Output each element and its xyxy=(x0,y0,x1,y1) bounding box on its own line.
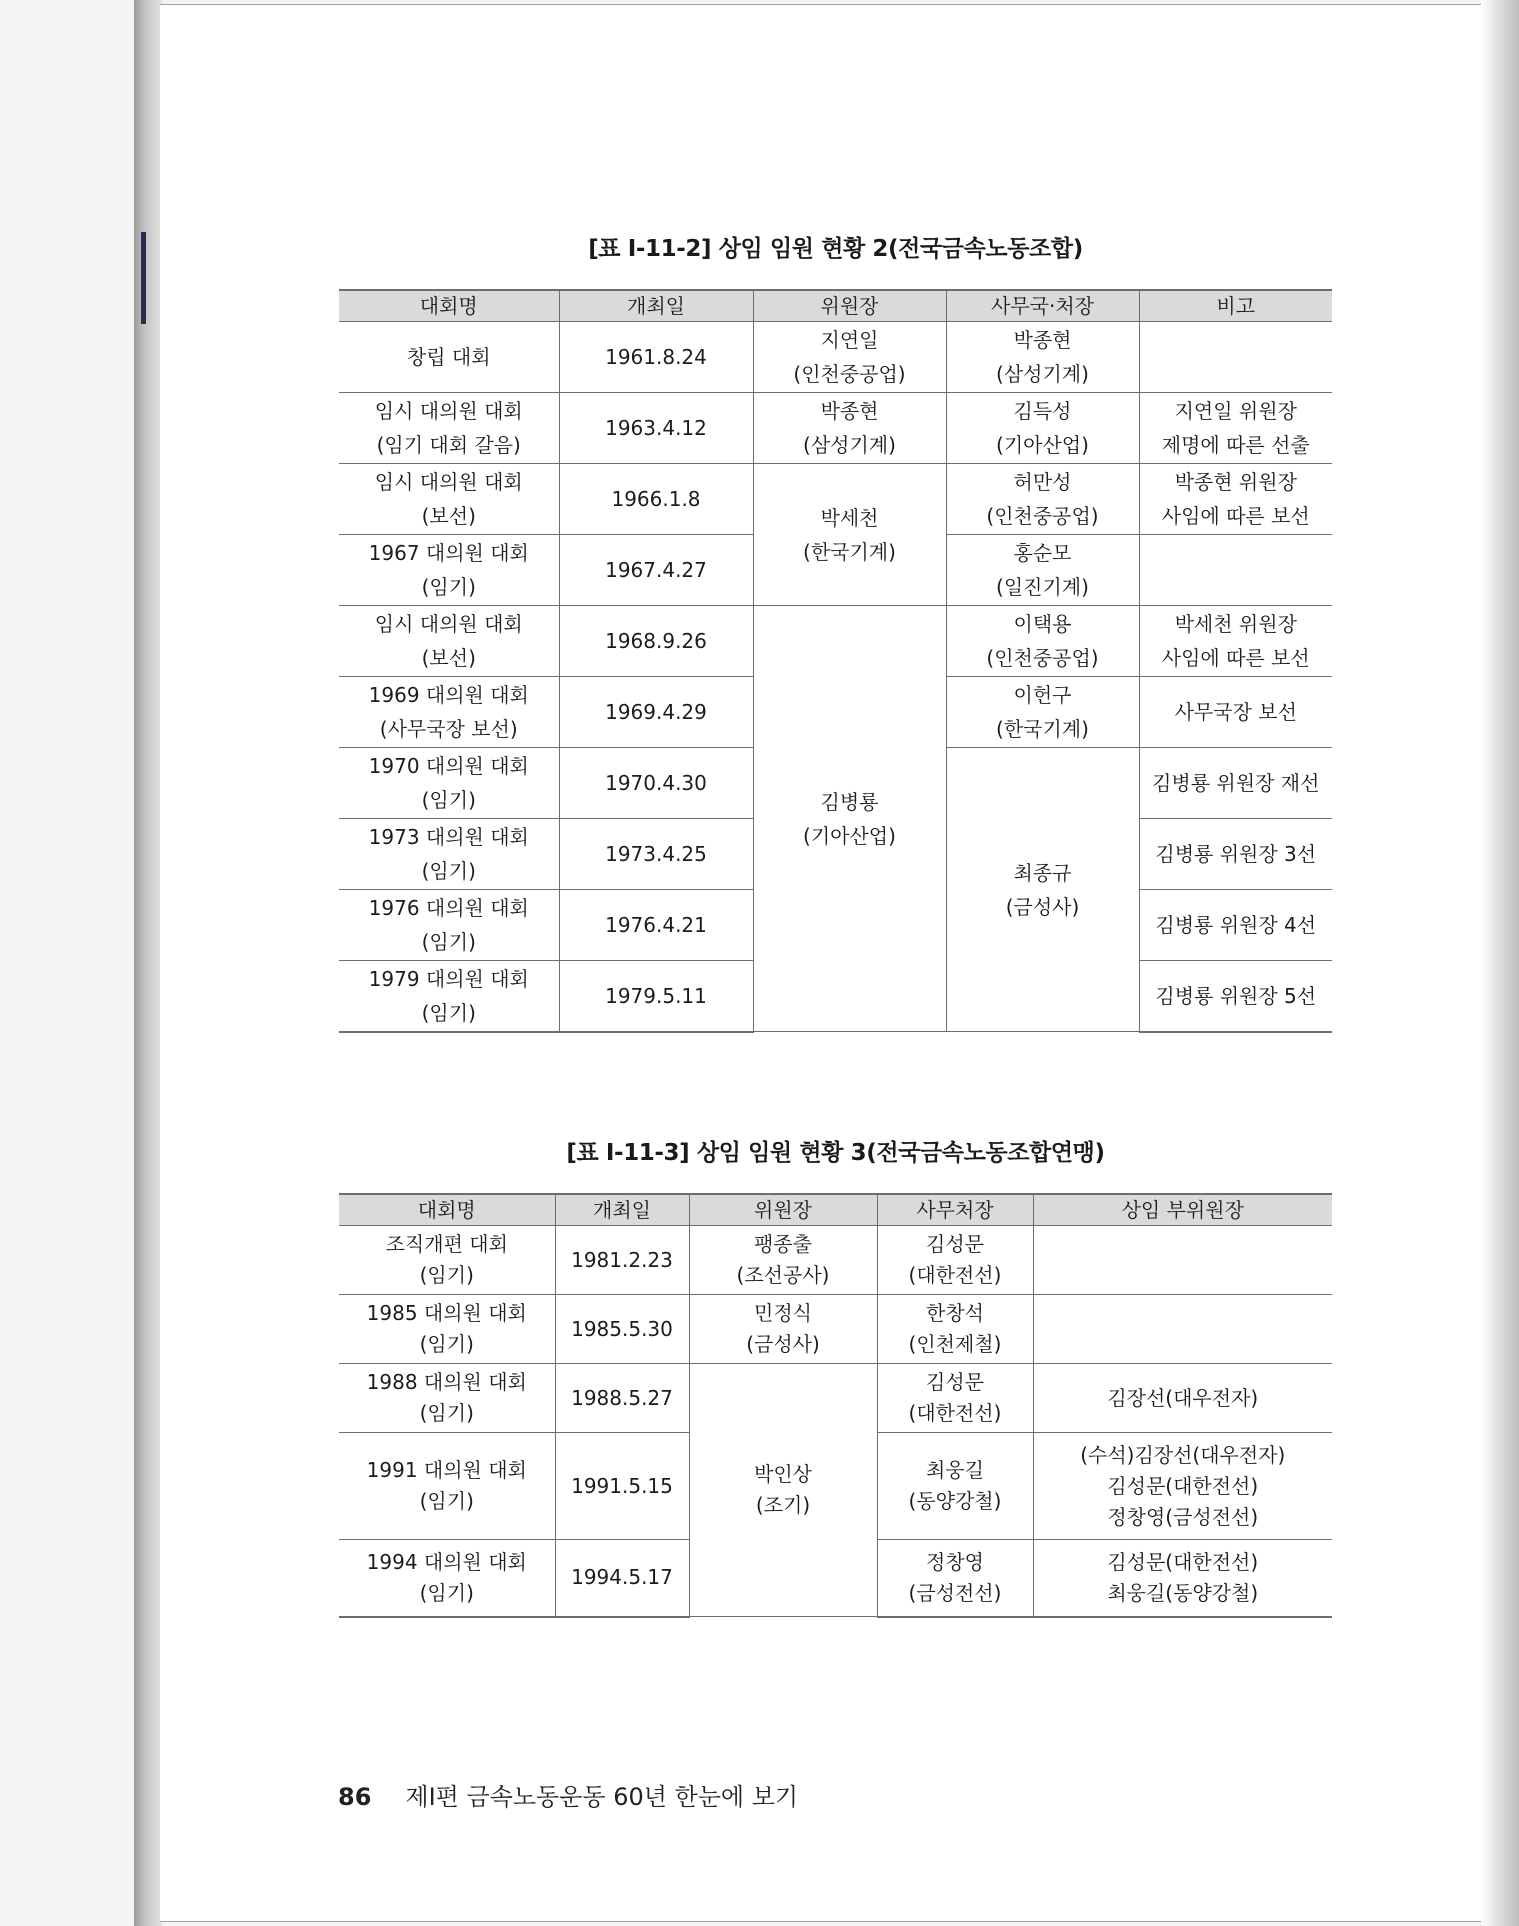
section-title: 제Ⅰ편 금속노동운동 60년 한눈에 보기 xyxy=(405,1783,799,1811)
note-cell: 지연일 위원장 제명에 따른 선출 xyxy=(1139,393,1332,464)
convention-name-cell: 1979 대의원 대회 (임기) xyxy=(339,961,559,1032)
secretary-cell: 홍순모 (일진기계) xyxy=(946,535,1139,606)
note-cell xyxy=(1139,535,1332,606)
convention-name-cell: 1991 대의원 대회 (임기) xyxy=(339,1433,555,1540)
convention-name-cell: 1967 대의원 대회 (임기) xyxy=(339,535,559,606)
secretary-cell: 김성문 (대한전선) xyxy=(877,1364,1033,1433)
secretary-cell: 정창영 (금성전선) xyxy=(877,1540,1033,1617)
convention-name-cell: 임시 대의원 대회 (보선) xyxy=(339,606,559,677)
secretary-cell: 최종규 (금성사) xyxy=(946,748,1139,1032)
page-edge-left xyxy=(134,0,162,1926)
date-cell: 1967.4.27 xyxy=(559,535,753,606)
date-cell: 1976.4.21 xyxy=(559,890,753,961)
convention-name-cell: 1976 대의원 대회 (임기) xyxy=(339,890,559,961)
convention-name-cell: 임시 대의원 대회 (임기 대회 갈음) xyxy=(339,393,559,464)
binding-mark xyxy=(141,232,146,324)
date-cell: 1981.2.23 xyxy=(555,1226,689,1295)
note-cell: 김병룡 위원장 5선 xyxy=(1139,961,1332,1032)
date-cell: 1988.5.27 xyxy=(555,1364,689,1433)
column-header: 대회명 xyxy=(339,1194,555,1226)
date-cell: 1994.5.17 xyxy=(555,1540,689,1617)
date-cell: 1969.4.29 xyxy=(559,677,753,748)
table-header-row xyxy=(339,290,1332,322)
table-row xyxy=(339,606,1332,677)
convention-name-cell: 조직개편 대회 (임기) xyxy=(339,1226,555,1295)
table-row xyxy=(339,1226,1332,1295)
page-edge-right xyxy=(1481,0,1519,1926)
page-number: 86 xyxy=(338,1783,372,1811)
convention-name-cell: 1994 대의원 대회 (임기) xyxy=(339,1540,555,1617)
table-row xyxy=(339,1295,1332,1364)
secretary-cell: 한창석 (인천제철) xyxy=(877,1295,1033,1364)
convention-name-cell: 1988 대의원 대회 (임기) xyxy=(339,1364,555,1433)
officers-table-3 xyxy=(339,1193,1332,1618)
secretary-cell: 박종현 (삼성기계) xyxy=(946,322,1139,393)
secretary-cell: 김득성 (기아산업) xyxy=(946,393,1139,464)
table-row xyxy=(339,1364,1332,1433)
table3-caption: [표 Ⅰ-11-3] 상임 임원 현황 3(전국금속노동조합연맹) xyxy=(566,1140,1105,1166)
convention-name-cell: 임시 대의원 대회 (보선) xyxy=(339,464,559,535)
column-header: 사무국·처장 xyxy=(946,290,1139,322)
secretary-cell: 김성문 (대한전선) xyxy=(877,1226,1033,1295)
date-cell: 1985.5.30 xyxy=(555,1295,689,1364)
date-cell: 1961.8.24 xyxy=(559,322,753,393)
column-header: 위원장 xyxy=(753,290,946,322)
vice-chair-cell xyxy=(1033,1226,1332,1295)
column-header: 대회명 xyxy=(339,290,559,322)
column-header: 개최일 xyxy=(555,1194,689,1226)
note-cell: 박종현 위원장 사임에 따른 보선 xyxy=(1139,464,1332,535)
chair-cell: 박인상 (조기) xyxy=(689,1364,877,1617)
convention-name-cell: 1973 대의원 대회 (임기) xyxy=(339,819,559,890)
chair-cell: 김병룡 (기아산업) xyxy=(753,606,946,1032)
date-cell: 1991.5.15 xyxy=(555,1433,689,1540)
convention-name-cell: 1970 대의원 대회 (임기) xyxy=(339,748,559,819)
date-cell: 1979.5.11 xyxy=(559,961,753,1032)
note-cell: 박세천 위원장 사임에 따른 보선 xyxy=(1139,606,1332,677)
chair-cell: 지연일 (인천중공업) xyxy=(753,322,946,393)
table2-caption: [표 Ⅰ-11-2] 상임 임원 현황 2(전국금속노동조합) xyxy=(588,236,1083,262)
chair-cell: 민정식 (금성사) xyxy=(689,1295,877,1364)
page-footer xyxy=(338,1777,798,1812)
convention-name-cell: 창립 대회 xyxy=(339,322,559,393)
date-cell: 1973.4.25 xyxy=(559,819,753,890)
chair-cell: 박종현 (삼성기계) xyxy=(753,393,946,464)
convention-name-cell: 1985 대의원 대회 (임기) xyxy=(339,1295,555,1364)
vice-chair-cell: 김장선(대우전자) xyxy=(1033,1364,1332,1433)
column-header: 개최일 xyxy=(559,290,753,322)
secretary-cell: 이택용 (인천중공업) xyxy=(946,606,1139,677)
secretary-cell: 최웅길 (동양강철) xyxy=(877,1433,1033,1540)
table-header-row xyxy=(339,1194,1332,1226)
chair-cell: 팽종출 (조선공사) xyxy=(689,1226,877,1295)
vice-chair-cell: 김성문(대한전선) 최웅길(동양강철) xyxy=(1033,1540,1332,1617)
secretary-cell: 이헌구 (한국기계) xyxy=(946,677,1139,748)
note-cell: 김병룡 위원장 재선 xyxy=(1139,748,1332,819)
table-row xyxy=(339,393,1332,464)
date-cell: 1966.1.8 xyxy=(559,464,753,535)
date-cell: 1963.4.12 xyxy=(559,393,753,464)
date-cell: 1970.4.30 xyxy=(559,748,753,819)
date-cell: 1968.9.26 xyxy=(559,606,753,677)
column-header: 비고 xyxy=(1139,290,1332,322)
column-header: 사무처장 xyxy=(877,1194,1033,1226)
vice-chair-cell: (수석)김장선(대우전자) 김성문(대한전선) 정창영(금성전선) xyxy=(1033,1433,1332,1540)
note-cell xyxy=(1139,322,1332,393)
table-row xyxy=(339,322,1332,393)
vice-chair-cell xyxy=(1033,1295,1332,1364)
column-header: 상임 부위원장 xyxy=(1033,1194,1332,1226)
note-cell: 사무국장 보선 xyxy=(1139,677,1332,748)
convention-name-cell: 1969 대의원 대회 (사무국장 보선) xyxy=(339,677,559,748)
chair-cell: 박세천 (한국기계) xyxy=(753,464,946,606)
note-cell: 김병룡 위원장 4선 xyxy=(1139,890,1332,961)
secretary-cell: 허만성 (인천중공업) xyxy=(946,464,1139,535)
officers-table-2 xyxy=(339,289,1332,1033)
table-row xyxy=(339,464,1332,535)
note-cell: 김병룡 위원장 3선 xyxy=(1139,819,1332,890)
column-header: 위원장 xyxy=(689,1194,877,1226)
